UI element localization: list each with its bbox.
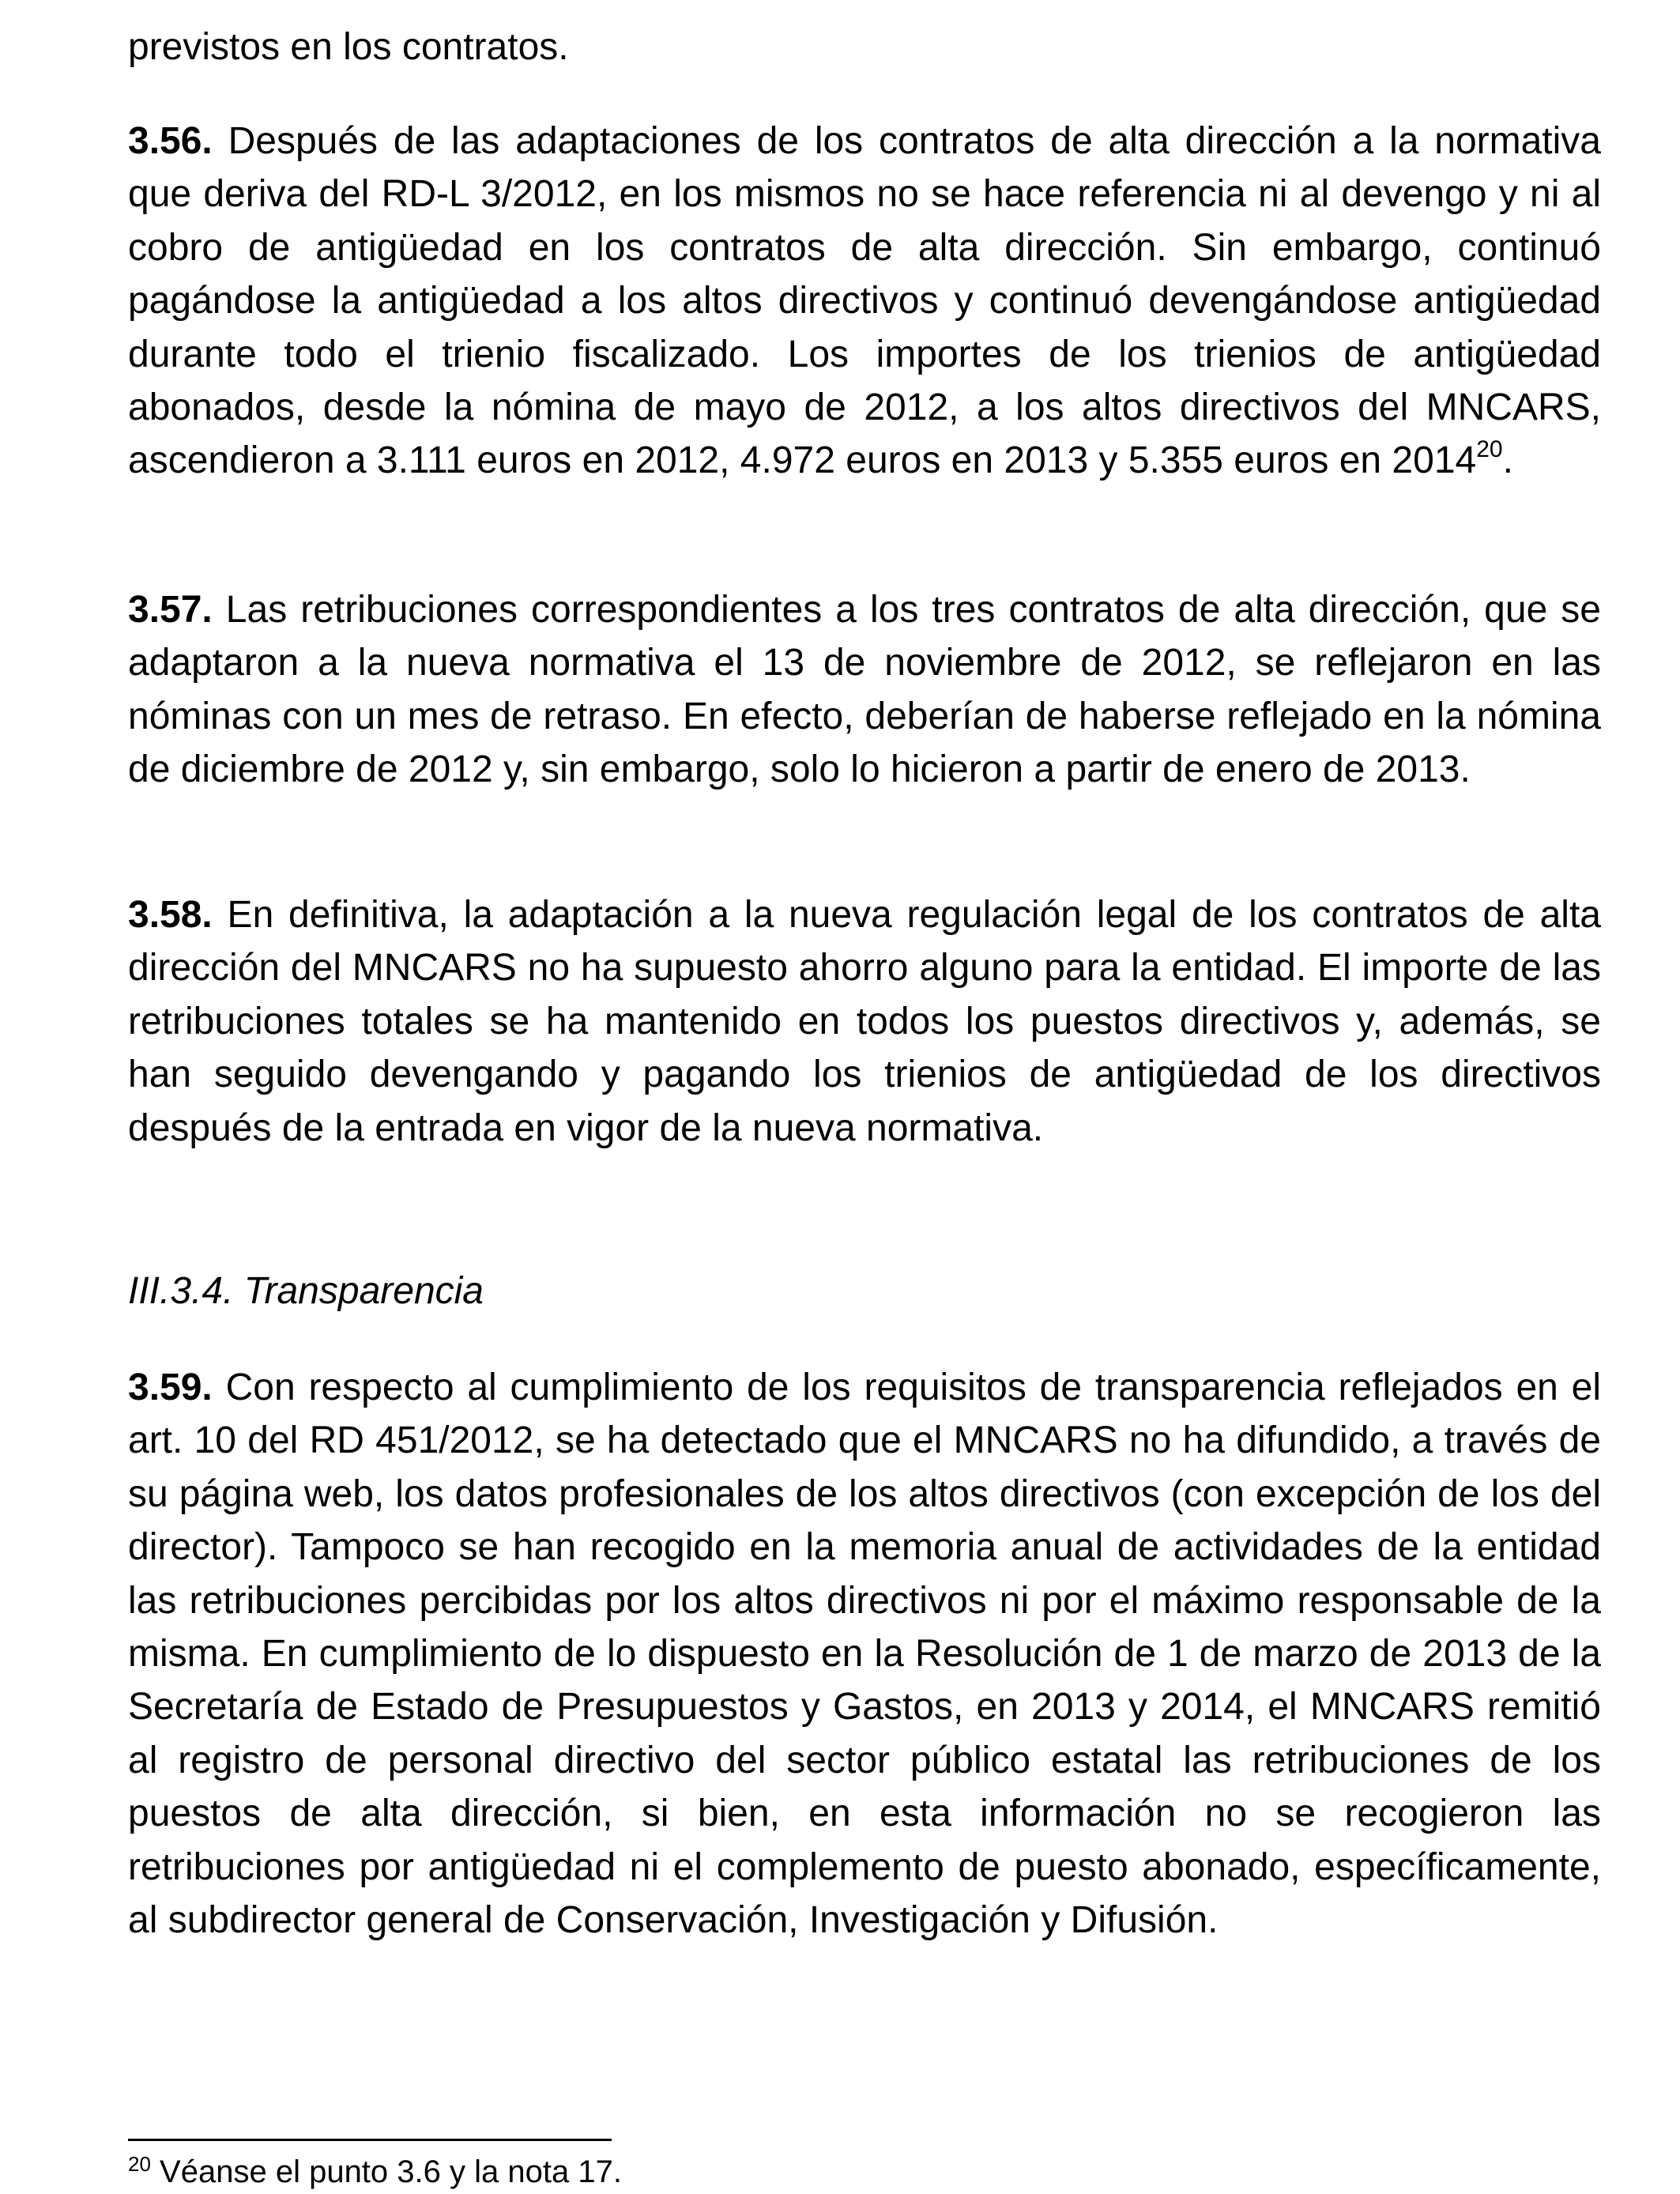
paragraph-text: Después de las adaptaciones de los contratos de alta dirección a la normativa que deriva del RD-L 3/2012, en los mismos no se hace referencia ni al devengo y ni al cobro de antigüedad en los contratos de alta dirección. Sin embargo, continuó pagándose la antigüedad a los altos directivos y continuó devengándose antigüedad durante todo el trienio fiscalizado. Los importes de los trienios de antigüedad abonados, desde la nómina de mayo de 2012, a los altos directivos del MNCARS, ascendieron a 3.111 euros en 2012, 4.972 euros en 2013 y 5.355 euros en 2014 [128,120,1602,482]
paragraph-number: 3.56. [128,120,213,162]
footnote-text: Véanse el punto 3.6 y la nota 17. [160,2154,622,2189]
paragraph-3-56: 3.56. Después de las adaptaciones de los contratos de alta dirección a la normativa que deriva del RD-L 3/2012, en los mismos no se hace referencia ni al devengo y ni al cobro de antigüedad en los contratos de alta dirección. Sin embargo, continuó pagándose la antigüedad a los altos directivos y continuó devengándose antigüedad durante todo el trienio fiscalizado. Los importes de los trienios de antigüedad abonados, desde la nómina de mayo de 2012, a los altos directivos del MNCARS, ascendieron a 3.111 euros en 2012, 4.972 euros en 2013 y 5.355 euros en 2014$^{20}$. [128,120,1602,482]
paragraph-text: Con respecto al cumplimiento de los requisitos de transparencia reflejados en el art. 10 del RD 451/2012, se ha detectado que el MNCARS no ha difundido, a través de su página web, los datos profesionales de los altos directivos (con excepción de los del director). Tampoco se han recogido en la memoria anual de actividades de la entidad las retribuciones percibidas por los altos directivos ni por el máximo responsable de la misma. En cumplimiento de lo dispuesto en la Resolución de 1 de marzo de 2013 de la Secretaría de Estado de Presupuestos y Gastos, en 2013 y 2014, el MNCARS remitió al registro de personal directivo del sector público estatal las retribuciones de los puestos de alta dirección, si bien, en esta información no se recogieron las retribuciones por antigüedad ni el complemento de puesto abonado, específicamente, al subdirector general de Conservación, Investigación y Difusión. [128,1367,1601,1942]
footnote-reference[interactable]: 20 [1476,436,1503,463]
intro-fragment: previstos en los contratos. [128,26,569,68]
paragraph-3-57 [128,583,1601,797]
paragraph-number: 3.58. [128,894,213,936]
paragraph-text: Las retribuciones correspondientes a los tres contratos de alta dirección, que se adaptaron a la nueva normativa el 13 de noviembre de 2012, se reflejaron en las nóminas con un mes de retraso. En efecto, deberían de haberse reflejado en la nómina de diciembre de 2012 y, sin embargo, solo lo hicieron a partir de enero de 2013. [128,589,1601,791]
paragraph-3-58 [128,888,1601,1155]
footnote-marker: 20 [128,2152,151,2176]
footnote [128,2153,622,2191]
paragraph-number: 3.59. [128,1367,213,1408]
paragraph-text: En definitiva, la adaptación a la nueva regulación legal de los contratos de alta dirección del MNCARS no ha supuesto ahorro alguno para la entidad. El importe de las retribuciones totales se ha mantenido en todos los puestos directivos y, además, se han seguido devengando y pagando los trienios de antigüedad de los directivos después de la entrada en vigor de la nueva normativa. [128,894,1601,1149]
paragraph-number: 3.57. [128,589,213,631]
paragraph-3-59 [128,1361,1601,1947]
section-heading: III.3.4. Transparencia [128,1270,484,1312]
footnote-separator [128,2139,612,2141]
